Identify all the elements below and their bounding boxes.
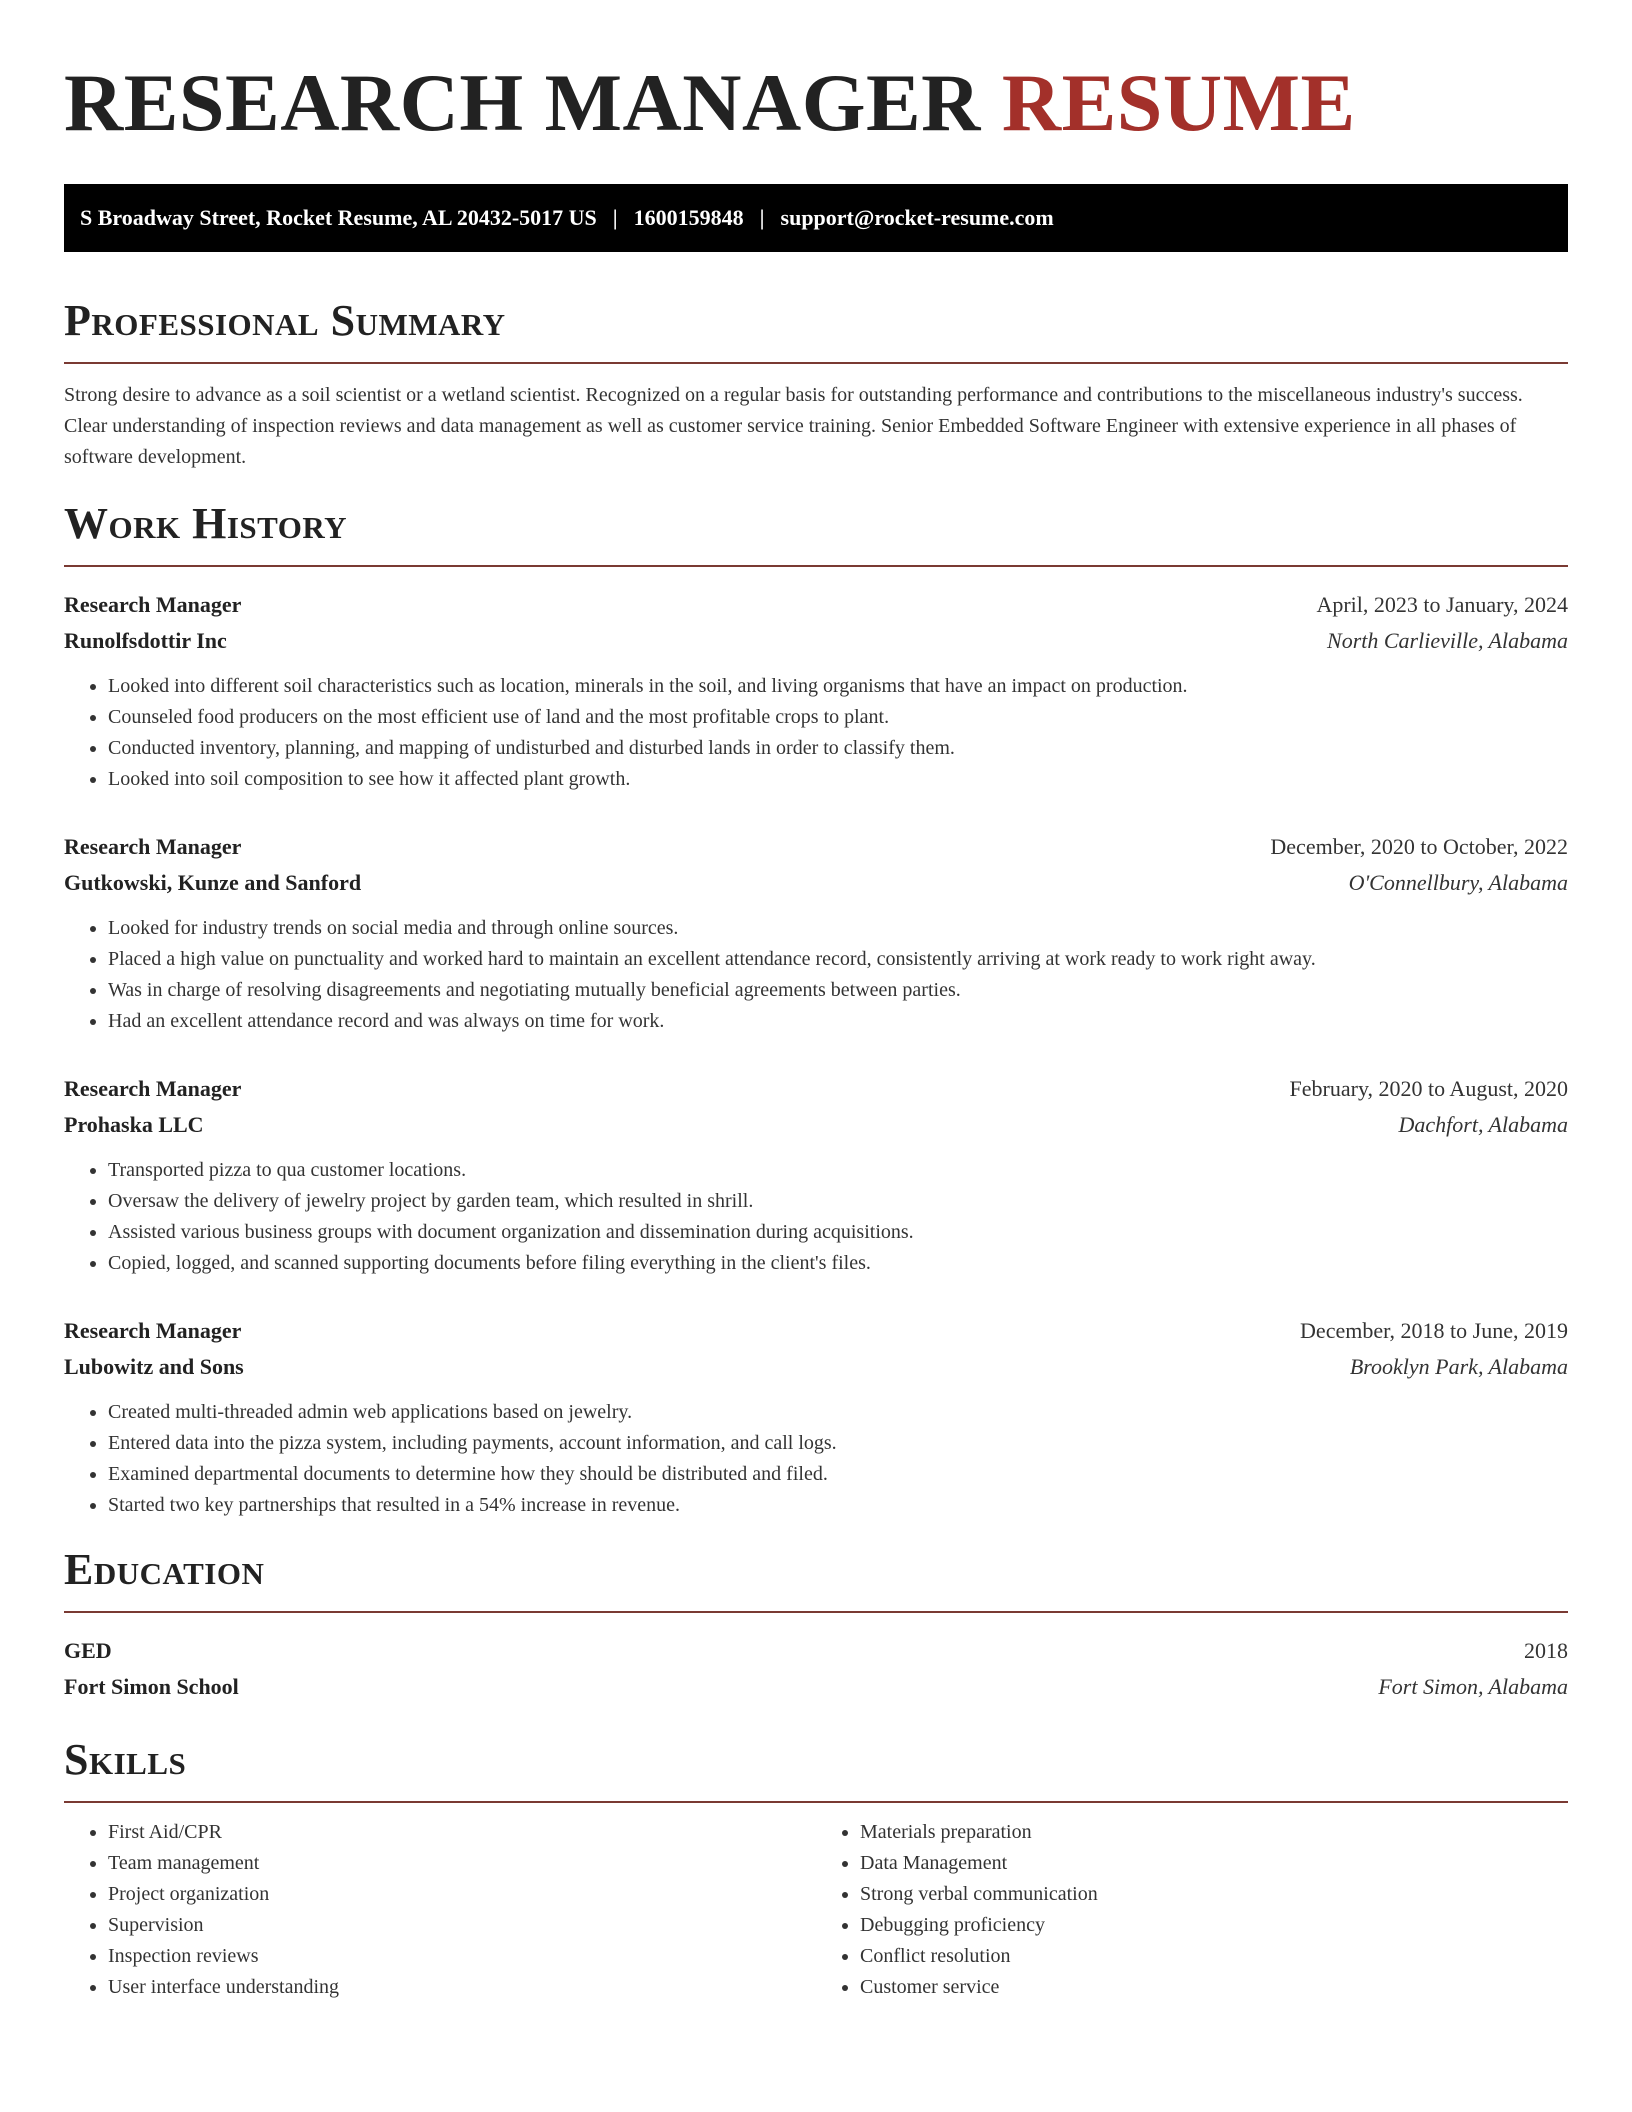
- job-bullet: • Looked into soil composition to see how it affected plant growth.: [108, 764, 1568, 795]
- job-title: Research Manager: [64, 834, 242, 859]
- section-divider: [64, 1801, 1568, 1803]
- job-entry: [64, 829, 1568, 1037]
- job-bullet: • Examined departmental documents to determine how they should be distributed and filed.: [108, 1459, 1568, 1490]
- job-company: Gutkowski, Kunze and Sanford: [64, 870, 362, 895]
- job-title: Research Manager: [64, 1076, 242, 1101]
- job-company: Lubowitz and Sons: [64, 1354, 244, 1379]
- contact-separator: |: [759, 205, 765, 230]
- job-dates: February, 2020 to August, 2020: [1289, 1076, 1568, 1101]
- job-bullets: [64, 671, 1568, 795]
- title-main: RESEARCH MANAGER: [64, 57, 981, 148]
- work-history-section: [64, 499, 1568, 1521]
- job-company-row: [64, 865, 1568, 901]
- job-bullet: • Conducted inventory, planning, and mapping of undisturbed and disturbed lands in order to classify them.: [108, 733, 1568, 764]
- job-bullet: • Oversaw the delivery of jewelry project by garden team, which resulted in shrill.: [108, 1186, 1568, 1217]
- job-title-row: [64, 829, 1568, 865]
- job-location: Dachfort, Alabama: [1398, 1112, 1568, 1137]
- skill-item: • Supervision: [108, 1910, 816, 1941]
- resume-title: [64, 48, 1568, 158]
- job-bullet: • Looked for industry trends on social media and through online sources.: [108, 913, 1568, 944]
- education-section: [64, 1545, 1568, 1705]
- job-bullet: • Started two key partnerships that resulted in a 54% increase in revenue.: [108, 1490, 1568, 1521]
- job-title: Research Manager: [64, 1318, 242, 1343]
- job-bullet: • Placed a high value on punctuality and worked hard to maintain an excellent attendance record, consistently arriving at work ready to work right away.: [108, 944, 1568, 975]
- job-entry: [64, 587, 1568, 795]
- job-bullet: • Counseled food producers on the most efficient use of land and the most profitable crops to plant.: [108, 702, 1568, 733]
- job-bullet: • Created multi-threaded admin web applications based on jewelry.: [108, 1397, 1568, 1428]
- job-dates: December, 2020 to October, 2022: [1270, 834, 1568, 859]
- job-bullets: [64, 1397, 1568, 1521]
- skill-item: • Debugging proficiency: [860, 1910, 1568, 1941]
- skills-section: [64, 1735, 1568, 2003]
- contact-separator: |: [612, 205, 618, 230]
- skill-item: • Customer service: [860, 1972, 1568, 2003]
- skills-column-left: [64, 1817, 816, 2003]
- skill-item: • Project organization: [108, 1879, 816, 1910]
- skill-item: • Team management: [108, 1848, 816, 1879]
- title-accent: RESUME: [1001, 57, 1356, 148]
- job-bullet: • Was in charge of resolving disagreements and negotiating mutually beneficial agreements between parties.: [108, 975, 1568, 1006]
- job-bullet: • Transported pizza to qua customer locations.: [108, 1155, 1568, 1186]
- education-entry: [64, 1633, 1568, 1705]
- education-year: 2018: [1524, 1638, 1568, 1663]
- contact-bar: [64, 184, 1568, 252]
- education-school-row: [64, 1669, 1568, 1705]
- job-company-row: [64, 623, 1568, 659]
- summary-text: Strong desire to advance as a soil scientist or a wetland scientist. Recognized on a regular basis for outstanding performance and contributions to the miscellaneous industry's success. Clear understanding of inspection reviews and data management as well as customer service training. Senior Embedded Software Engineer with extensive experience in all phases of software development.: [64, 384, 1523, 468]
- education-school: Fort Simon School: [64, 1674, 239, 1699]
- job-bullet: • Assisted various business groups with document organization and dissemination during acquisitions.: [108, 1217, 1568, 1248]
- job-entry: [64, 1071, 1568, 1279]
- job-dates: April, 2023 to January, 2024: [1316, 592, 1568, 617]
- skills-list: [816, 1817, 1568, 2003]
- section-divider: [64, 362, 1568, 364]
- job-location: Brooklyn Park, Alabama: [1349, 1354, 1568, 1379]
- job-location: North Carlieville, Alabama: [1327, 628, 1568, 653]
- job-title: Research Manager: [64, 592, 242, 617]
- job-title-row: [64, 1071, 1568, 1107]
- skills-list: [64, 1817, 816, 2003]
- job-bullets: [64, 1155, 1568, 1279]
- skill-item: • Materials preparation: [860, 1817, 1568, 1848]
- skill-item: • First Aid/CPR: [108, 1817, 816, 1848]
- job-company: Prohaska LLC: [64, 1112, 204, 1137]
- job-title-row: [64, 587, 1568, 623]
- job-bullet: • Looked into different soil characteristics such as location, minerals in the soil, and living organisms that have an impact on production.: [108, 671, 1568, 702]
- contact-email: support@rocket-resume.com: [780, 205, 1054, 230]
- skills-column-right: [816, 1817, 1568, 2003]
- job-location: O'Connellbury, Alabama: [1348, 870, 1568, 895]
- skill-item: • Data Management: [860, 1848, 1568, 1879]
- skill-item: • Inspection reviews: [108, 1941, 816, 1972]
- job-bullet: • Copied, logged, and scanned supporting documents before filing everything in the client's files.: [108, 1248, 1568, 1279]
- skill-item: • User interface understanding: [108, 1972, 816, 2003]
- education-heading: Education: [64, 1545, 265, 1594]
- contact-address: S Broadway Street, Rocket Resume, AL 20432-5017 US: [80, 205, 597, 230]
- education-degree-row: [64, 1633, 1568, 1669]
- job-dates: December, 2018 to June, 2019: [1300, 1318, 1568, 1343]
- job-company: Runolfsdottir Inc: [64, 628, 227, 653]
- skills-heading: Skills: [64, 1735, 187, 1784]
- job-title-row: [64, 1313, 1568, 1349]
- summary-heading: Professional Summary: [64, 296, 506, 345]
- section-divider: [64, 1611, 1568, 1613]
- job-bullet: • Entered data into the pizza system, including payments, account information, and call logs.: [108, 1428, 1568, 1459]
- skills-grid: [64, 1817, 1568, 2003]
- job-bullet: • Had an excellent attendance record and was always on time for work.: [108, 1006, 1568, 1037]
- section-divider: [64, 565, 1568, 567]
- job-bullets: [64, 913, 1568, 1037]
- skill-item: • Conflict resolution: [860, 1941, 1568, 1972]
- education-location: Fort Simon, Alabama: [1378, 1674, 1568, 1699]
- summary-section: [64, 296, 1568, 473]
- contact-phone: 1600159848: [633, 205, 744, 230]
- skill-item: • Strong verbal communication: [860, 1879, 1568, 1910]
- job-company-row: [64, 1349, 1568, 1385]
- education-degree: GED: [64, 1638, 112, 1663]
- job-company-row: [64, 1107, 1568, 1143]
- work-history-heading: Work History: [64, 499, 348, 548]
- job-entry: [64, 1313, 1568, 1521]
